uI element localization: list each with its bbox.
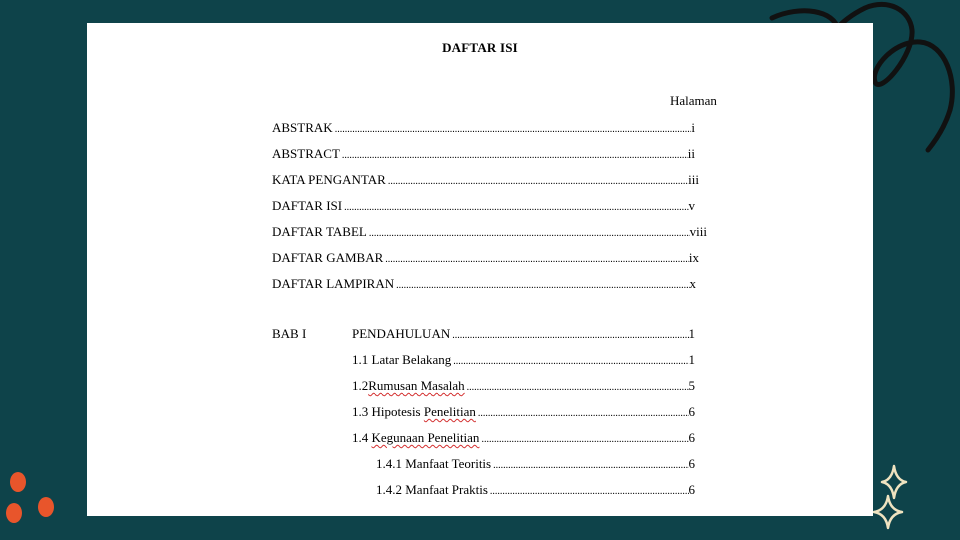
toc-entry-section-1-1: [352, 352, 695, 368]
toc-entry-section-1-3: [352, 404, 695, 420]
document-page: [87, 23, 873, 516]
toc-entry-label: 1.4.2 Manfaat Praktis: [376, 482, 488, 497]
toc-entry-label: DAFTAR GAMBAR: [272, 250, 384, 265]
dot-leader: [478, 405, 689, 419]
toc-entry-page: 1: [688, 352, 695, 367]
toc-entry-page: 5: [688, 378, 695, 393]
toc-entry-label: DAFTAR LAMPIRAN: [272, 276, 395, 291]
dot-leader: [493, 457, 688, 471]
toc-entry-chapter-title: [352, 326, 695, 342]
dot-leader: [335, 121, 692, 135]
toc-entry-page: v: [688, 198, 695, 213]
toc-entry-page: viii: [689, 224, 707, 239]
toc-entry-label: 1.4.1 Manfaat Teoritis: [376, 456, 492, 471]
toc-entry-abstrak: [272, 120, 695, 136]
toc-entry-page: ii: [687, 146, 695, 161]
dot-leader: [467, 379, 689, 393]
toc-entry-label-prefix: 1.4: [352, 430, 372, 445]
toc-entry-section-1-2: [352, 378, 695, 394]
dot-leader: [452, 327, 688, 341]
orange-dots-decoration: [0, 465, 70, 535]
toc-entry-daftar-lampiran: [272, 276, 696, 292]
toc-entry-label: Penelitian: [423, 404, 476, 419]
toc-entry-label: ABSTRAK: [272, 120, 333, 135]
dot-leader: [342, 147, 688, 161]
toc-entry-page: ix: [688, 250, 699, 265]
toc-entry-label: ABSTRACT: [272, 146, 340, 161]
toc-entry-daftar-isi: [272, 198, 695, 214]
toc-entry-section-1-4-2: [376, 482, 695, 498]
toc-entry-label-prefix: 1.2: [352, 378, 369, 393]
toc-entry-section-1-4: [352, 430, 695, 446]
toc-entry-page: 6: [688, 430, 695, 445]
dot-leader: [396, 277, 689, 291]
toc-entry-kata-pengantar: [272, 172, 699, 188]
chapter-number: BAB I: [272, 326, 307, 341]
page-column-header: Halaman: [670, 93, 717, 108]
sparkle-stars-decoration: [868, 460, 918, 535]
document-title: DAFTAR ISI: [442, 40, 518, 55]
dot-leader: [388, 173, 688, 187]
dot-leader: [490, 483, 689, 497]
toc-entry-page: iii: [688, 172, 699, 187]
toc-entry-daftar-gambar: [272, 250, 699, 266]
toc-entry-page: 6: [688, 404, 695, 419]
dot-leader: [481, 431, 688, 445]
toc-entry-label: DAFTAR TABEL: [272, 224, 367, 239]
toc-entry-page: x: [689, 276, 696, 291]
toc-entry-page: 6: [688, 456, 695, 471]
toc-entry-daftar-tabel: [272, 224, 707, 240]
toc-entry-label: Kegunaan Penelitian: [371, 430, 480, 445]
toc-entry-label: KATA PENGANTAR: [272, 172, 386, 187]
dot-leader: [385, 251, 689, 265]
toc-entry-label: 1.1 Latar Belakang: [352, 352, 452, 367]
toc-entry-label: PENDAHULUAN: [352, 326, 451, 341]
toc-entry-section-1-4-1: [376, 456, 695, 472]
toc-entry-label: Rumusan Masalah: [368, 378, 465, 393]
dot-leader: [453, 353, 688, 367]
toc-entry-page: 1: [688, 326, 695, 341]
toc-entry-page: 6: [688, 482, 695, 497]
toc-entry-label-prefix: 1.3 Hipotesis: [352, 404, 424, 419]
toc-entry-abstract: [272, 146, 695, 162]
dot-leader: [369, 225, 690, 239]
toc-entry-label: DAFTAR ISI: [272, 198, 343, 213]
dot-leader: [344, 199, 688, 213]
toc-entry-page: i: [691, 120, 695, 135]
